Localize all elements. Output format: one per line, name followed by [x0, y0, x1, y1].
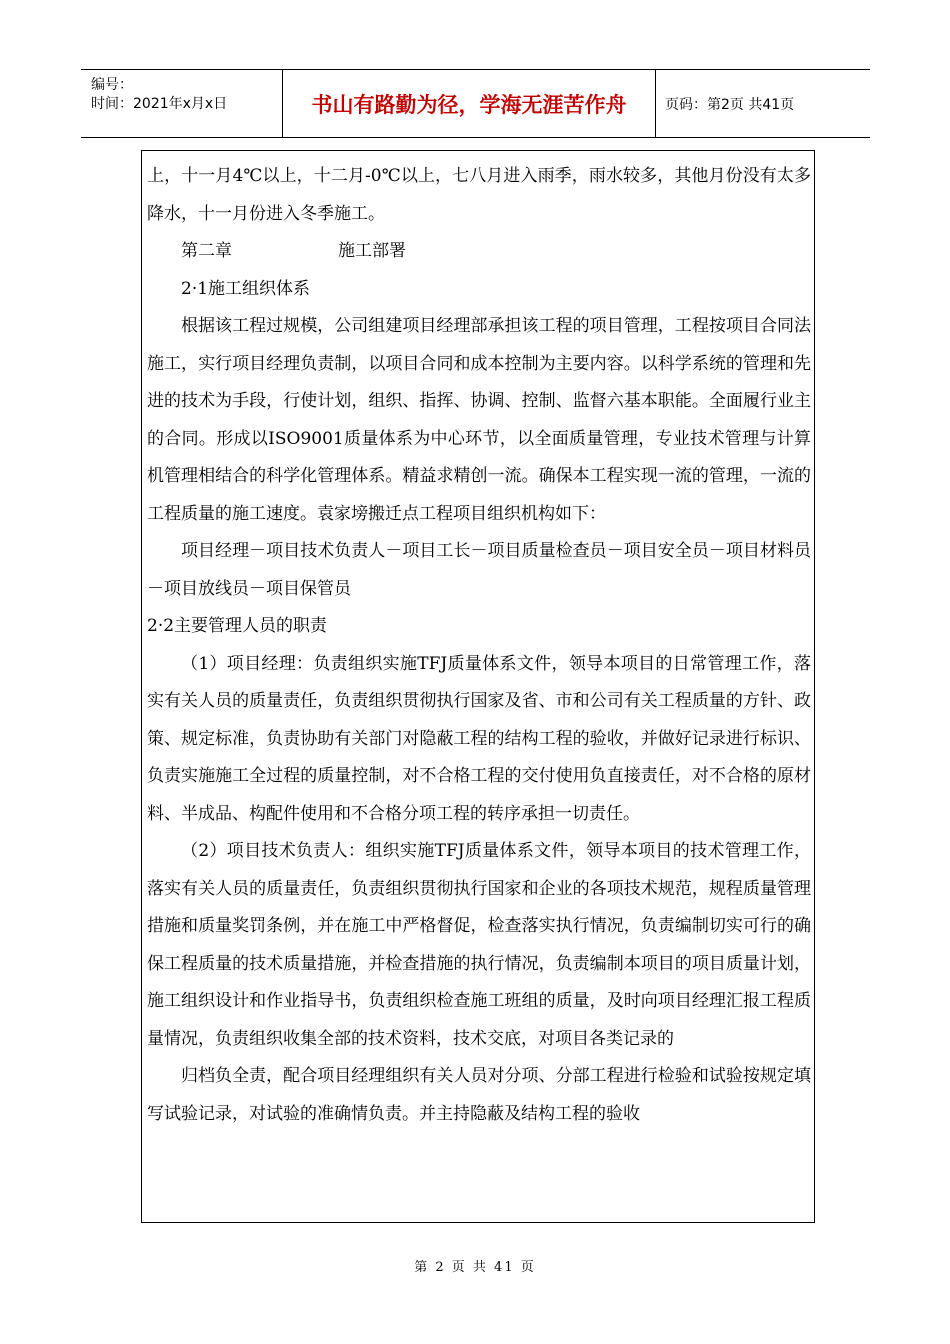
- serial-number-label: 编号：: [91, 77, 133, 93]
- chapter-number: 第二章: [181, 241, 232, 261]
- section-heading-2-2: 2·2主要管理人员的职责: [147, 616, 328, 636]
- document-body: [141, 150, 815, 1223]
- paragraph-technical-lead: （2）项目技术负责人：组织实施TFJ质量体系文件，领导本项目的技术管理工作，落实有关人员的质量责任，负责组织贯彻执行国家和企业的各项技术规范，规程质量管理措施和质量奖罚条例，并在施工中严格督促，检查落实执行情况，负责编制切实可行的确保工程质量的技术质量措施，并检查措施的执行情况，负责编制本项目的项目质量计划，施工组织设计和作业指导书，负责组织检查施工班组的质量，及时向项目经理汇报工程质量情况，负责组织收集全部的技术资料，技术交底，对项目各类记录的: [147, 841, 811, 1049]
- page-header: [81, 69, 870, 138]
- chapter-heading: [147, 233, 811, 271]
- header-left-cell: [81, 70, 283, 137]
- paragraph-project-manager: （1）项目经理：负责组织实施TFJ质量体系文件，领导本项目的日常管理工作，落实有关人员的质量责任，负责组织贯彻执行国家及省、市和公司有关工程质量的方针、政策、规定标准，负责协助有关部门对隐蔽工程的结构工程的验收，并做好记录进行标识、负责实施施工全过程的质量控制，对不合格工程的交付使用负直接责任，对不合格的原材料、半成品、构配件使用和不合格分项工程的转序承担一切责任。: [147, 653, 811, 824]
- chapter-title: 施工部署: [338, 241, 406, 261]
- paragraph-organization: 根据该工程过规模，公司组建项目经理部承担该工程的项目管理，工程按项目合同法施工，实行项目经理负责制，以项目合同和成本控制为主要内容。以科学系统的管理和先进的技术为手段，行使计划，组织、指挥、协调、控制、监督六基本职能。全面履行业主的合同。形成以ISO9001质量体系为中心环节，以全面质量管理，专业技术管理与计算机管理相结合的科学化管理体系。精益求精创一流。确保本工程实现一流的管理，一流的工程质量的施工速度。袁家塝搬迁点工程项目组织机构如下：: [147, 316, 811, 524]
- page-footer: 第 2 页 共 41 页: [414, 1260, 536, 1275]
- date-label: 时间：2021年x月x日: [91, 96, 228, 112]
- paragraph-climate: 上，十一月4℃以上，十二月-0℃以上，七八月进入雨季，雨水较多，其他月份没有太多降水，十一月份进入冬季施工。: [147, 166, 811, 224]
- header-page-info: 页码：第2页 共41页: [665, 96, 795, 113]
- section-heading-2-1: 2·1施工组织体系: [181, 278, 311, 299]
- paragraph-archiving: 归档负全责，配合项目经理组织有关人员对分项、分部工程进行检验和试验按规定填写试验记录，对试验的准确情负责。并主持隐蔽及结构工程的验收: [147, 1066, 811, 1124]
- header-motto: 书山有路勤为径，学海无涯苦作舟: [283, 70, 656, 137]
- paragraph-org-chain: 项目经理－项目技术负责人－项目工长－项目质量检查员－项目安全员－项目材料员－项目放线员－项目保管员: [147, 541, 811, 599]
